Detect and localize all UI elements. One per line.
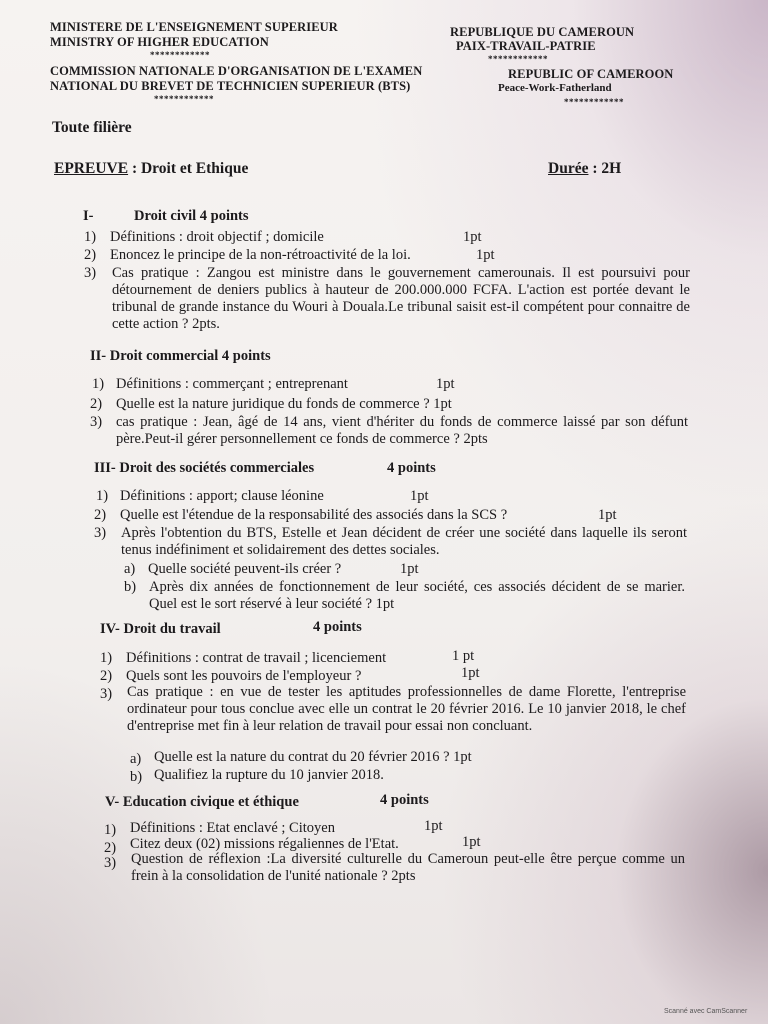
duree-label: Durée: [548, 160, 589, 177]
section-1-title: Droit civil 4 points: [134, 208, 249, 224]
epreuve-value: : Droit et Ethique: [128, 160, 249, 177]
s3-qa-text: Quelle société peuvent-ils créer ?: [148, 561, 342, 577]
s3-q3-text: Après l'obtention du BTS, Estelle et Jean décident de créer une société dans laquelle ils seront tenus indéfiniment et solidairement des dettes sociales.: [121, 525, 687, 558]
s1-q1-number: 1): [84, 229, 97, 245]
s4-q2-points: 1pt: [461, 665, 480, 681]
s5-q2-points: 1pt: [462, 834, 481, 850]
s2-q2-number: 2): [90, 396, 103, 412]
ministry-en: MINISTRY OF HIGHER EDUCATION: [50, 35, 269, 49]
epreuve-label: EPREUVE: [54, 160, 129, 177]
s3-qa-number: a): [124, 561, 136, 577]
s1-q2-number: 2): [84, 247, 97, 263]
s3-q3-number: 3): [94, 525, 107, 541]
s1-q1-text: Définitions : droit objectif ; domicile: [110, 229, 324, 245]
s1-q3-text: Cas pratique : Zangou est ministre dans le gouvernement camerounais. Il est poursuivi pour détournement de deniers publics à hauteur de 200.000.000 FCFA. L'action est portée devant le tribunal de grande instance du Wouri à Douala.Le tribunal saisit est-il compétent pour connaitre de cette action ? 2pts.: [112, 265, 690, 332]
s1-q2-text: Enoncez le principe de la non-rétroactivité de la loi.: [110, 247, 411, 263]
s2-q3-text: cas pratique : Jean, âgé de 14 ans, vient d'hériter du fonds de commerce laissé par son défunt père.Peut-il gérer personnellement ce fonds de commerce ? 2pts: [116, 414, 688, 447]
s4-q1-points: 1 pt: [452, 648, 475, 664]
section-2-title: II- Droit commercial 4 points: [90, 348, 271, 364]
s3-qb-number: b): [124, 579, 137, 595]
s2-q1-number: 1): [92, 376, 105, 392]
s3-q1-points: 1pt: [410, 488, 429, 504]
header-stars-left-1: ************: [150, 50, 210, 60]
s4-qb-number: b): [130, 769, 143, 785]
s1-q1-points: 1pt: [463, 229, 482, 245]
section-5-points: 4 points: [380, 792, 429, 808]
s4-q2-number: 2): [100, 668, 113, 684]
s4-qa-number: a): [130, 751, 142, 767]
section-1-number: I-: [83, 208, 94, 224]
s3-q1-number: 1): [96, 488, 109, 504]
scanner-footer: Scanné avec CamScanner: [664, 1008, 748, 1015]
s4-q2-text: Quels sont les pouvoirs de l'employeur ?: [126, 668, 362, 684]
s3-qa-points: 1pt: [400, 561, 419, 577]
commission-line-1: COMMISSION NATIONALE D'ORGANISATION DE L'EXAMEN: [50, 64, 423, 78]
s5-q2-text: Citez deux (02) missions régaliennes de l'Etat.: [130, 836, 399, 852]
s4-q3-text: Cas pratique : en vue de tester les aptitudes professionnelles de dame Florette, l'entreprise ordinateur pour tous conclue avec elle un contrat le 20 février 2016. Le 10 janvier 2018, le chef d'entreprise met fin à leur relation de travail pour essai non concluant.: [127, 684, 686, 734]
s3-qb-text: Après dix années de fonctionnement de leur société, ces associés décident de se marier. Quel est le sort réservé à leur société ? 1pt: [149, 579, 685, 612]
s3-q2-points: 1pt: [598, 507, 617, 523]
s3-q1-text: Définitions : apport; clause léonine: [120, 488, 324, 504]
s2-q1-points: 1pt: [436, 376, 455, 392]
s4-qa-text: Quelle est la nature du contrat du 20 février 2016 ? 1pt: [154, 749, 472, 765]
epreuve-line: [54, 160, 248, 178]
s1-q2-points: 1pt: [476, 247, 495, 263]
s2-q2-text: Quelle est la nature juridique du fonds de commerce ? 1pt: [116, 396, 452, 412]
motto-en: Peace-Work-Fatherland: [498, 82, 612, 94]
s5-q1-number: 1): [104, 822, 117, 838]
header-stars-right-1: ************: [488, 54, 548, 64]
s3-q2-text: Quelle est l'étendue de la responsabilité des associés dans la SCS ?: [120, 507, 508, 523]
s2-q3-number: 3): [90, 414, 103, 430]
motto-fr: PAIX-TRAVAIL-PATRIE: [456, 39, 596, 53]
header-stars-left-2: ************: [154, 94, 214, 104]
duree-line: [548, 160, 621, 178]
republic-en: REPUBLIC OF CAMEROON: [508, 67, 674, 81]
ministry-fr: MINISTERE DE L'ENSEIGNEMENT SUPERIEUR: [50, 20, 338, 34]
section-5-title: V- Education civique et éthique: [105, 794, 299, 810]
s5-q3-number: 3): [104, 855, 117, 871]
s5-q1-points: 1pt: [424, 818, 443, 834]
section-4-points: 4 points: [313, 619, 362, 635]
commission-line-2: NATIONAL DU BREVET DE TECHNICIEN SUPERIEUR (BTS): [50, 79, 411, 93]
s4-q1-number: 1): [100, 650, 113, 666]
s5-q1-text: Définitions : Etat enclavé ; Citoyen: [130, 820, 335, 836]
filiere-label: Toute filière: [52, 119, 132, 136]
s5-q2-number: 2): [104, 840, 117, 856]
section-3-points: 4 points: [387, 460, 436, 476]
section-4-title: IV- Droit du travail: [100, 621, 221, 637]
s4-q1-text: Définitions : contrat de travail ; licenciement: [126, 650, 387, 666]
header-stars-right-2: ************: [564, 97, 624, 107]
s4-q3-number: 3): [100, 686, 113, 702]
section-3-title: III- Droit des sociétés commerciales: [94, 460, 315, 476]
republic-fr: REPUBLIQUE DU CAMEROUN: [450, 25, 635, 39]
s3-q2-number: 2): [94, 507, 107, 523]
s5-q3-text: Question de réflexion :La diversité culturelle du Cameroun peut-elle être perçue comme un frein à la consolidation de l'unité nationale ? 2pts: [131, 851, 685, 884]
s2-q1-text: Définitions : commerçant ; entreprenant: [116, 376, 348, 392]
duree-value: : 2H: [588, 160, 622, 177]
s1-q3-number: 3): [84, 265, 97, 281]
s4-qb-text: Qualifiez la rupture du 10 janvier 2018.: [154, 767, 384, 783]
